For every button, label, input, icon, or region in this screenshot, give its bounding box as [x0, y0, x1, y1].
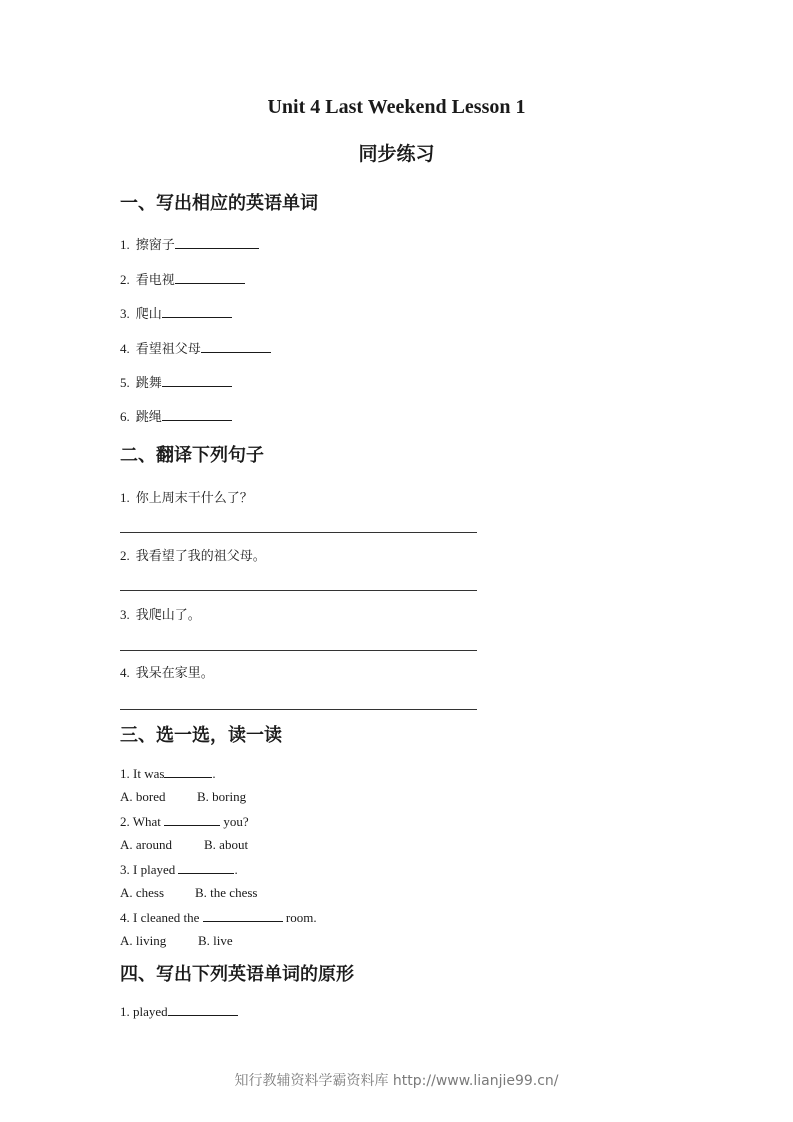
question: [120, 765, 216, 782]
question-text: 1. It was: [120, 766, 165, 781]
answer-blank[interactable]: [162, 374, 232, 387]
item-number: 6.: [120, 409, 130, 424]
section1-item: [120, 338, 271, 357]
section2-item: [120, 487, 253, 506]
question: [120, 813, 249, 830]
question-text-end: you?: [220, 814, 249, 829]
section2-item: [120, 604, 201, 623]
section1-item: [120, 372, 232, 391]
item-text: 爬山: [135, 307, 162, 322]
answer-blank[interactable]: [162, 408, 232, 421]
section1-item: [120, 406, 232, 425]
option-b[interactable]: B. the chess: [195, 885, 258, 900]
question: [120, 861, 238, 878]
option-b[interactable]: B. live: [198, 933, 233, 948]
worksheet-title: Unit 4 Last Weekend Lesson 1: [267, 96, 526, 118]
item-text: 我爬山了。: [135, 608, 201, 623]
item-text: 看望祖父母: [135, 342, 201, 357]
answer-blank[interactable]: [175, 271, 245, 284]
answer-line[interactable]: [120, 709, 477, 710]
item-number: 1.: [120, 237, 130, 252]
item-text: 我看望了我的祖父母。: [135, 549, 266, 564]
item-number: 3.: [120, 607, 130, 622]
section1-item: [120, 269, 245, 288]
section3-heading: 三、选一选，读一读: [120, 725, 282, 746]
section2-item: [120, 662, 214, 681]
section1-item: [120, 303, 232, 322]
section1-heading: 一、写出相应的英语单词: [120, 193, 318, 214]
option-a[interactable]: A. bored: [120, 789, 166, 804]
section2-item: [120, 545, 266, 564]
item-text: 我呆在家里。: [135, 666, 214, 681]
section1-item: [120, 234, 259, 253]
section4-item: [120, 1003, 238, 1020]
answer-blank[interactable]: [203, 909, 283, 922]
item-number: 4.: [120, 341, 130, 356]
section4-heading: 四、写出下列英语单词的原形: [120, 964, 354, 985]
question-text-end: .: [234, 862, 238, 877]
item-text: 跳舞: [135, 376, 162, 391]
question-text: 3. I played: [120, 862, 179, 877]
answer-line[interactable]: [120, 650, 477, 651]
item-text: 你上周末干什么了？: [135, 491, 253, 506]
option-b[interactable]: B. about: [204, 837, 249, 852]
item-number: 5.: [120, 375, 130, 390]
section2-heading: 二、翻译下列句子: [120, 445, 264, 466]
option-b[interactable]: B. boring: [197, 789, 247, 804]
item-text: 1. played: [120, 1004, 168, 1019]
option-a[interactable]: A. living: [120, 933, 167, 948]
question-text: 2. What: [120, 814, 165, 829]
option-a[interactable]: A. around: [120, 837, 172, 852]
answer-blank[interactable]: [164, 765, 212, 778]
footer-watermark: 知行教辅资料学霸资料库 http://www.lianjie99.cn/: [234, 1073, 559, 1089]
answer-blank[interactable]: [168, 1003, 238, 1016]
answer-blank[interactable]: [178, 861, 234, 874]
item-text: 擦窗子: [135, 238, 175, 253]
item-number: 3.: [120, 306, 130, 321]
item-number: 2.: [120, 272, 130, 287]
item-text: 看电视: [135, 273, 175, 288]
question-text: 4. I cleaned the: [120, 910, 203, 925]
item-number: 1.: [120, 490, 130, 505]
option-a[interactable]: A. chess: [120, 885, 165, 900]
answer-blank[interactable]: [164, 813, 220, 826]
question: [120, 909, 317, 926]
item-number: 4.: [120, 665, 130, 680]
question-text-end: room.: [282, 910, 317, 925]
item-text: 跳绳: [135, 410, 162, 425]
answer-blank[interactable]: [162, 305, 232, 318]
item-number: 2.: [120, 548, 130, 563]
question-text-end: .: [212, 766, 216, 781]
answer-blank[interactable]: [175, 236, 259, 249]
answer-blank[interactable]: [201, 340, 271, 353]
worksheet-subtitle: 同步练习: [358, 143, 435, 165]
answer-line[interactable]: [120, 590, 477, 591]
answer-line[interactable]: [120, 532, 477, 533]
